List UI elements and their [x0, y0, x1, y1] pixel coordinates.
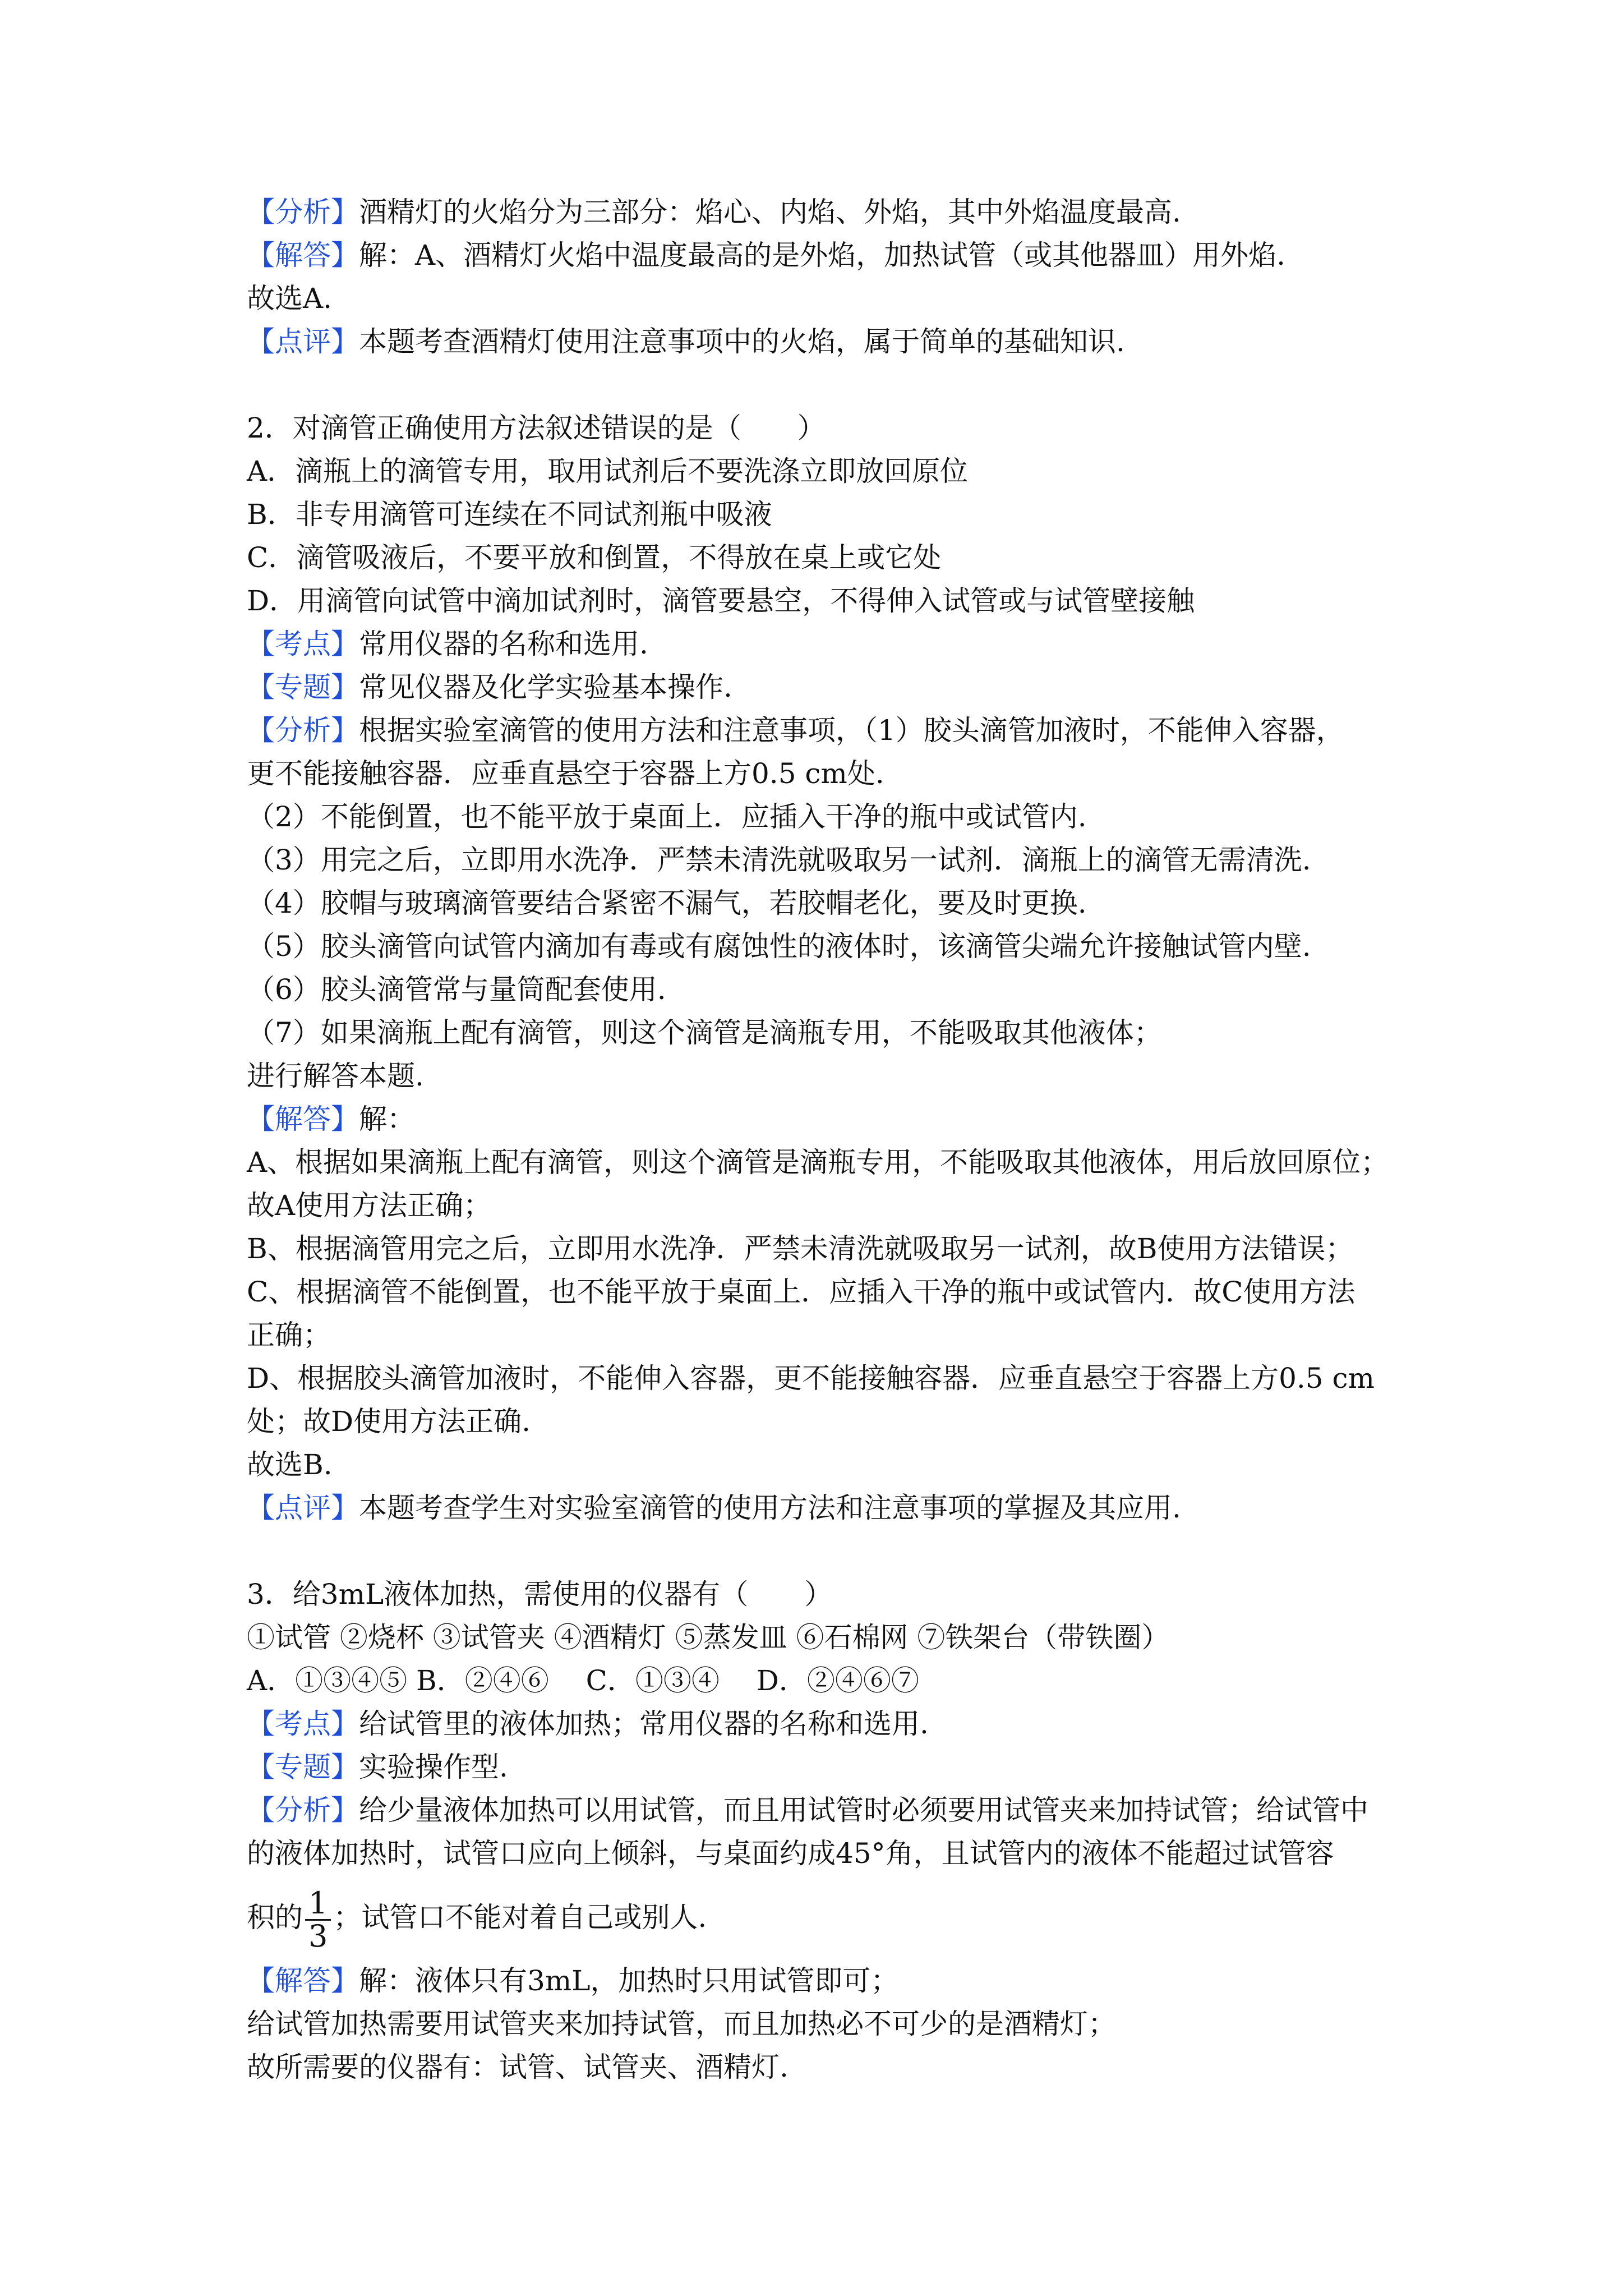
comment-tag: 【点评】: [247, 325, 359, 358]
q2-analysis-line: 【分析】根据实验室滴管的使用方法和注意事项，（1）胶头滴管加液时，不能伸入容器，: [247, 714, 1344, 747]
topic-tag: 【专题】: [247, 1751, 359, 1783]
point-tag: 【考点】: [247, 1708, 359, 1740]
q2-analysis-line: 更不能接触容器．应垂直悬空于容器上方0.5 cm处.: [247, 757, 884, 790]
q3-answer: 【解答】解：液体只有3mL，加热时只用试管即可；: [247, 1964, 899, 1997]
analysis-tag: 【分析】: [247, 196, 359, 228]
q1-answer: 【解答】解：A、酒精灯火焰中温度最高的是外焰，加热试管（或其他器皿）用外焰.: [247, 239, 1286, 272]
q2-analysis-line: （4）胶帽与玻璃滴管要结合紧密不漏气，若胶帽老化，要及时更换.: [247, 887, 1087, 919]
q2-topic: 【专题】常见仪器及化学实验基本操作.: [247, 671, 732, 703]
spacer: [247, 364, 1413, 407]
q3-items: ①试管 ②烧杯 ③试管夹 ④酒精灯 ⑤蒸发皿 ⑥石棉网 ⑦铁架台（带铁圈）: [247, 1621, 1170, 1654]
point-tag: 【考点】: [247, 628, 359, 660]
q2-analysis-line: 进行解答本题.: [247, 1060, 424, 1092]
q3-answer-line: 给试管加热需要用试管夹来加持试管，而且加热必不可少的是酒精灯；: [247, 2008, 1116, 2040]
q2-analysis-line: （6）胶头滴管常与量筒配套使用.: [247, 973, 666, 1006]
q3-options: A．①③④⑤ B．②④⑥ C．①③④ D．②④⑥⑦: [247, 1664, 919, 1697]
q3-stem: 3．给3mL液体加热，需使用的仪器有（ ）: [247, 1578, 833, 1611]
answer-tag: 【解答】: [247, 1964, 359, 1997]
q2-analysis-line: （5）胶头滴管向试管内滴加有毒或有腐蚀性的液体时，该滴管尖端允许接触试管内壁.: [247, 930, 1311, 963]
q2-option-c: C．滴管吸液后，不要平放和倒置，不得放在桌上或它处: [247, 541, 942, 574]
q2-analysis-line: （3）用完之后，立即用水洗净．严禁未清洗就吸取另一试剂．滴瓶上的滴管无需清洗.: [247, 844, 1311, 876]
q3-topic: 【专题】实验操作型.: [247, 1751, 508, 1783]
q2-answer-line: C、根据滴管不能倒置，也不能平放于桌面上．应插入干净的瓶中或试管内．故C使用方法: [247, 1276, 1355, 1308]
comment-tag: 【点评】: [247, 1492, 359, 1524]
q2-comment: 【点评】本题考查学生对实验室滴管的使用方法和注意事项的掌握及其应用.: [247, 1492, 1181, 1524]
q2-answer-line: 故A使用方法正确；: [247, 1189, 492, 1222]
q2-option-a: A．滴瓶上的滴管专用，取用试剂后不要洗涤立即放回原位: [247, 455, 969, 487]
answer-tag: 【解答】: [247, 239, 359, 272]
answer-tag: 【解答】: [247, 1103, 359, 1135]
q3-analysis-line: 积的 $\frac{1}{3}$ ；试管口不能对着自己或别人.: [247, 1885, 707, 1954]
q2-answer-line: 正确；: [247, 1319, 331, 1351]
q2-answer-line: A、根据如果滴瓶上配有滴管，则这个滴管是滴瓶专用，不能吸取其他液体，用后放回原位；: [247, 1146, 1389, 1179]
q2-point: 【考点】常用仪器的名称和选用.: [247, 628, 648, 660]
q2-answer-line: D、根据胶头滴管加液时，不能伸入容器，更不能接触容器．应垂直悬空于容器上方0.5 cm: [247, 1362, 1375, 1395]
spacer: [247, 1530, 1413, 1573]
q2-option-b: B．非专用滴管可连续在不同试剂瓶中吸液: [247, 498, 772, 531]
q1-analysis: 【分析】酒精灯的火焰分为三部分：焰心、内焰、外焰，其中外焰温度最高.: [247, 196, 1181, 228]
q2-answer-line: 故选B.: [247, 1448, 333, 1481]
q3-analysis-line: 【分析】给少量液体加热可以用试管，而且用试管时必须要用试管夹来加持试管；给试管中: [247, 1794, 1368, 1826]
q2-analysis-line: （7）如果滴瓶上配有滴管，则这个滴管是滴瓶专用，不能吸取其他液体；: [247, 1016, 1162, 1049]
q1-choice: 故选A.: [247, 282, 333, 315]
q3-analysis-line: 的液体加热时，试管口应向上倾斜，与桌面约成45°角，且试管内的液体不能超过试管容: [247, 1837, 1334, 1870]
topic-tag: 【专题】: [247, 671, 359, 703]
q2-option-d: D．用滴管向试管中滴加试剂时，滴管要悬空，不得伸入试管或与试管壁接触: [247, 585, 1195, 617]
fraction-denominator: 3: [308, 1918, 328, 1954]
analysis-tag: 【分析】: [247, 1794, 359, 1826]
q3-answer-line: 故所需要的仪器有：试管、试管夹、酒精灯.: [247, 2051, 789, 2083]
analysis-tag: 【分析】: [247, 714, 359, 747]
q2-answer-head: 【解答】解：: [247, 1103, 415, 1135]
fraction: [305, 1885, 331, 1954]
fraction-numerator: 1: [305, 1888, 331, 1921]
q3-point: 【考点】给试管里的液体加热；常用仪器的名称和选用.: [247, 1708, 929, 1740]
q2-answer-line: B、根据滴管用完之后，立即用水洗净．严禁未清洗就吸取另一试剂，故B使用方法错误；: [247, 1232, 1354, 1265]
q1-comment: 【点评】本题考查酒精灯使用注意事项中的火焰，属于简单的基础知识.: [247, 325, 1125, 358]
q2-analysis-line: （2）不能倒置，也不能平放于桌面上．应插入干净的瓶中或试管内.: [247, 800, 1087, 833]
q2-stem: 2．对滴管正确使用方法叙述错误的是（ ）: [247, 412, 826, 444]
q2-answer-line: 处；故D使用方法正确.: [247, 1405, 531, 1438]
document-page: [247, 191, 1413, 2089]
